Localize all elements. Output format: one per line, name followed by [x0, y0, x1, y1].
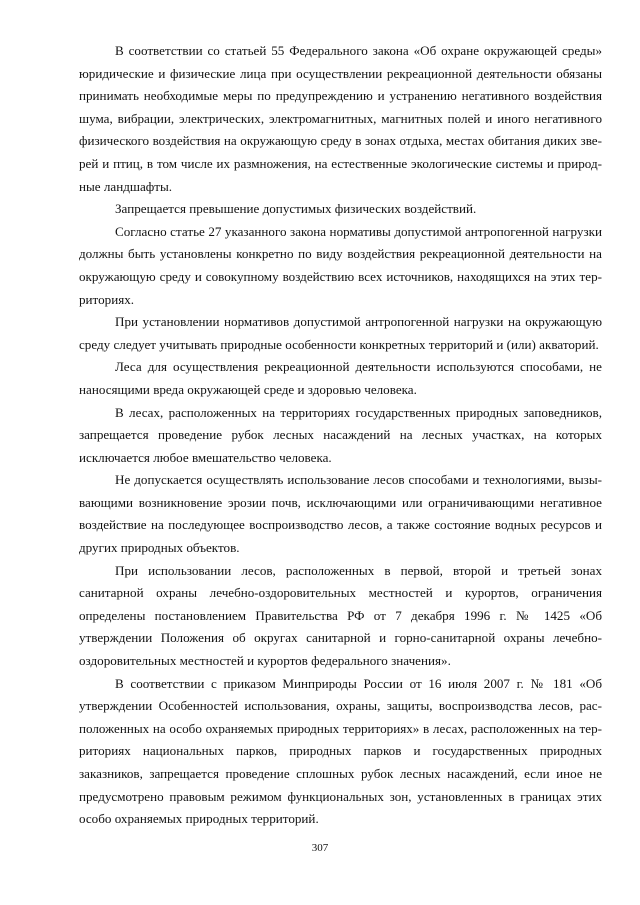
- paragraph-5: Леса для осуществления рекреационной деятельности используются способами, не наносящими вреда окружающей среде и здоровью человека.: [79, 359, 602, 397]
- paragraph-9: В соответствии с приказом Минприроды России от 16 июля 2007 г. № 181 «Об утверждении Особенностей использования, охраны, защиты, воспроизводства лесов, расположенных на особо охраняемых природных территориях» в лесах, расположенных на территориях национальных парков, природных парков и государственных природных заказников, запрещается проведение сплошных рубок лесных насаждений, если иное не предусмотрено правовым режимом функциональных зон, установленных в границах этих особо охраняемых природных территорий.: [79, 675, 602, 827]
- document-body: [79, 40, 602, 831]
- paragraph-1: В соответствии со статьей 55 Федерального закона «Об охране окружающей среды» юридические и физические лица при осуществлении рекреационной деятельности обязаны принимать необходимые меры по предупреждению и устранению негативного воздействия шума, вибрации, электрических, электромагнитных, магнитных полей и иного негативного физического воздействия на окружающую среду в зонах отдыха, местах обитания диких зверей и птиц, в том числе их размножения, на естественные экологические системы и природные ландшафты.: [79, 43, 602, 194]
- paragraph-6: В лесах, расположенных на территориях государственных природных заповедников, запрещается проведение рубок лесных насаждений на лесных участках, на которых исключается любое вмешательство человека.: [79, 404, 602, 465]
- paragraph-4: При установлении нормативов допустимой антропогенной нагрузки на окружающую среду следует учитывать природные особенности конкретных территорий и (или) акваторий.: [79, 314, 602, 352]
- paragraph-7: Не допускается осуществлять использование лесов способами и технологиями, вызывающими возникновение эрозии почв, исключающими или ограничивающими негативное воздействие на последующее воспроизводство лесов, а также состояние водных ресурсов и других природных объектов.: [79, 472, 602, 556]
- paragraph-8: При использовании лесов, расположенных в первой, второй и третьей зонах санитарной охраны лечебно-оздоровительных местностей и курортов, ограничения определены постановлением Правительства РФ от 7 декабря 1996 г. № 1425 «Об утверждении Положения об округах санитарной и горно-санитарной охраны лечебно-оздоровительных местностей и курортов федерального значения».: [79, 562, 602, 669]
- paragraph-2: Запрещается превышение допустимых физических воздействий.: [115, 201, 477, 217]
- paragraph-3: Согласно статье 27 указанного закона нормативы допустимой антропогенной нагрузки должны быть установлены конкретно по виду воздействия рекреационной деятельности на окружающую среду и совокупному воздействию всех источников, находящихся на этих территориях.: [79, 223, 602, 307]
- page-number: 307: [311, 842, 329, 854]
